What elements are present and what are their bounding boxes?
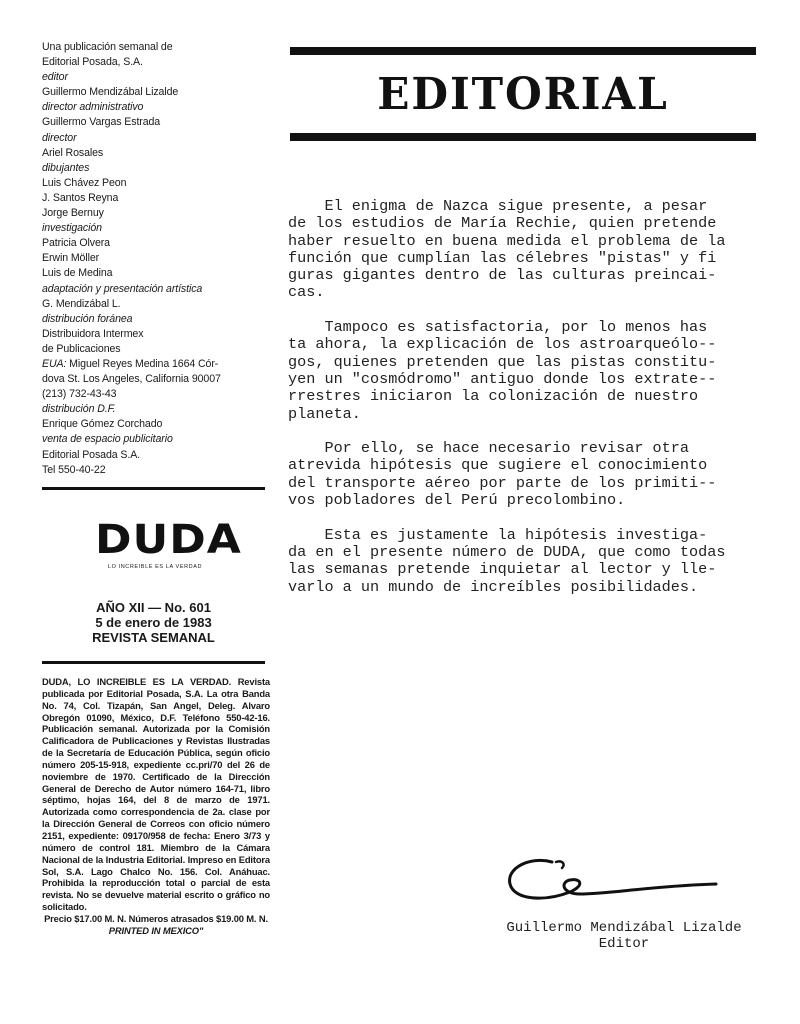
- masthead-role: editor: [42, 71, 68, 84]
- issue-type: REVISTA SEMANAL: [92, 630, 215, 645]
- legal-prices: Precio $17.00 M. N. Números atrasados $19.00 M. N.: [44, 912, 268, 924]
- masthead-name: Luis de Medina: [42, 267, 113, 280]
- masthead-name: Una publicación semanal de: [42, 41, 173, 53]
- editorial-paragraph: Tampoco es satisfactoria, por lo menos has ta ahora, la explicación de los astroarqueólo-- gos, quienes pretenden que las pistas constitu- yen un "cosmódromo" antiguo donde los extrate-- rrestres iniciaron la colonización de nuestro planeta.: [288, 318, 717, 423]
- masthead-name: Tel 550-40-22: [42, 463, 106, 476]
- logo-tagline: LO INCREIBLE ES LA VERDAD: [107, 564, 203, 570]
- masthead-name: Guillermo Mendizábal Lizalde: [42, 86, 179, 99]
- editorial-paragraph: Por ello, se hace necesario revisar otra atrevida hipótesis que sugiere el conocimiento del transporte aéreo por parte de los primiti-- vos pobladores del Perú precolombino.: [288, 439, 717, 510]
- masthead-role: distribución foránea: [42, 312, 133, 325]
- issue-info: [42, 600, 265, 645]
- masthead-name: Jorge Bernuy: [42, 207, 104, 220]
- masthead-role: dibujantes: [42, 161, 90, 174]
- masthead-name: Editorial Posada S.A.: [42, 448, 141, 461]
- masthead-role: investigación: [42, 222, 102, 235]
- masthead-role: director administrativo: [42, 101, 144, 114]
- masthead-name: Guillermo Vargas Estrada: [42, 116, 161, 129]
- masthead-role: venta de espacio publicitario: [42, 433, 173, 446]
- legal-notice: [42, 676, 270, 937]
- masthead-role: adaptación y presentación artística: [42, 282, 203, 295]
- masthead-name: dova St. Los Angeles, California 90007: [42, 373, 221, 386]
- masthead-name: de Publicaciones: [42, 342, 121, 355]
- title-top-rule: [290, 47, 756, 55]
- masthead-role: distribución D.F.: [42, 403, 116, 416]
- masthead-name: Erwin Möller: [42, 252, 100, 265]
- signer-name: Guillermo Mendizábal Lizalde: [506, 920, 742, 936]
- title-bottom-rule: [290, 133, 756, 141]
- legal-body: DUDA, LO INCREIBLE ES LA VERDAD. Revista publicada por Editorial Posada, S.A. La otra Banda No. 74, Col. Tizapán, San Angel, Deleg. Alvaro Obregón 01090, México, D.F. Teléfono 550-42-16. Publicación semanal. Autorizada por la Comisión Calificadora de Publicaciones y Revistas Ilustradas de la Secretaría de Educación Pública, según oficio número 205-15-918, expediente cc.pri/70 del 26 de noviembre de 1970. Certificado de la Dirección General de Derecho de Autor número 164-71, libro séptimo, hojas 164, del 8 de marzo de 1971. Autorizada como correspondencia de 2a. clase por la Dirección General de Correos con oficio número 2151, expediente: 09170/958 de fecha: Enero 3/73 y número de control 181. Miembro de la Cámara Nacional de la Industria Editorial. Impreso en Editora Sol, S.A. Lago Chalco No. 156. Col. Anáhuac. Prohibida la reproducción total o parcial de esta revista. No se devuelve material escrito o gráfico no solicitado.: [42, 676, 270, 913]
- masthead-credits: [42, 40, 282, 478]
- masthead-role: director: [42, 131, 77, 144]
- masthead-name: (213) 732-43-43: [42, 388, 117, 401]
- masthead-name: Distribuidora Intermex: [42, 327, 144, 340]
- masthead-name: Ariel Rosales: [42, 146, 104, 159]
- masthead-name: J. Santos Reyna: [42, 191, 119, 204]
- editorial-body: [288, 198, 758, 613]
- issue-date: 5 de enero de 1983: [95, 615, 212, 630]
- divider-rule: [42, 661, 265, 664]
- masthead-name: G. Mendizábal L.: [42, 297, 121, 310]
- editorial-paragraph: Esta es justamente la hipótesis investiga- da en el presente número de DUDA, que como todas las semanas pretende inquietar al lector y lle- varlo a un mundo de increíbles posibilidades.: [288, 525, 726, 596]
- divider-rule: [42, 487, 265, 490]
- issue-number: AÑO XII — No. 601: [96, 600, 211, 615]
- masthead-name: EUA: Miguel Reyes Medina 1664 Cór-: [42, 357, 219, 370]
- page-title: EDITORIAL: [377, 69, 669, 120]
- printed-in: PRINTED IN MEXICO": [108, 924, 204, 936]
- editorial-paragraph: El enigma de Nazca sigue presente, a pesar de los estudios de María Rechie, quien pretende haber resuelto en buena medida el problema de la función que cumplían las célebres "pistas" y fi guras gigantes dentro de las culturas preincai- cas.: [288, 197, 726, 302]
- duda-logo: [95, 516, 242, 570]
- masthead-name: Patricia Olvera: [42, 237, 110, 250]
- masthead-name: Editorial Posada, S.A.: [42, 56, 143, 69]
- signer-title: Editor: [598, 936, 650, 952]
- signature-block: [474, 920, 774, 952]
- handwritten-signature: [500, 850, 740, 910]
- logo-wordmark: DUDA: [95, 516, 242, 563]
- masthead-name: Enrique Gómez Corchado: [42, 418, 163, 431]
- masthead-name: Luis Chávez Peon: [42, 176, 127, 189]
